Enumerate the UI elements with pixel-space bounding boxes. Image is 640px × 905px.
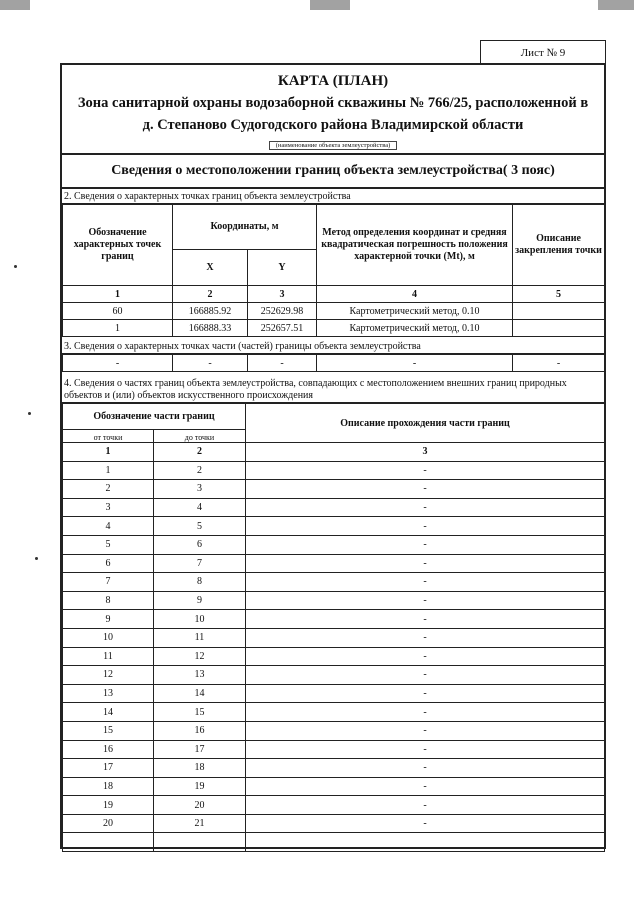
part-from: 6 [63,554,154,573]
part-from: 5 [63,535,154,554]
scan-dot [28,412,31,415]
header-to [154,430,246,443]
table-row [63,666,605,685]
part-desc: - [246,647,605,666]
col-number: 2 [154,443,246,462]
part-to: 7 [154,554,246,573]
point-desc [513,320,605,337]
scan-dot [14,265,17,268]
part-desc: - [246,535,605,554]
part-to: 19 [154,777,246,796]
empty-cell: - [173,355,248,372]
scan-artifact-right [598,0,634,10]
part-desc: - [246,628,605,647]
part-to: 11 [154,628,246,647]
part-to: 14 [154,684,246,703]
part-to: 16 [154,721,246,740]
part-to: 10 [154,610,246,629]
empty-cell [154,833,246,852]
table-row [63,796,605,815]
point-id: 60 [63,303,173,320]
part-to: 12 [154,647,246,666]
table-row [63,777,605,796]
section4-label: 4. Сведения о частях границ объекта землеустройства, совпадающих с местоположением внешних границ природных объектов и (или) объектов искусственного происхождения [62,372,604,403]
object-name-line2: д. Степаново Судогодского района Владимирской области [142,117,524,133]
part-to: 9 [154,591,246,610]
part-from: 3 [63,498,154,517]
empty-cell: - [513,355,605,372]
header-x: X [173,250,248,286]
point-method: Картометрический метод, 0.10 [317,303,513,320]
object-name-caption: (наименование объекта землеустройства) [269,141,398,150]
table-row [63,721,605,740]
title-block [62,65,604,155]
part-from: 13 [63,684,154,703]
part-to: 15 [154,703,246,722]
part-to: 21 [154,814,246,833]
part-from: 12 [63,666,154,685]
part-desc: - [246,721,605,740]
table-row [63,591,605,610]
table-row [63,759,605,778]
boundary-parts-rows [63,461,605,833]
table-row [63,628,605,647]
part-to: 18 [154,759,246,778]
point-y: 252657.51 [248,320,317,337]
table-row [63,461,605,480]
document-frame [60,63,606,849]
header-to-label: до точки [184,433,215,442]
point-y: 252629.98 [248,303,317,320]
part-desc: - [246,573,605,592]
header-y: Y [248,250,317,286]
col-number: 1 [63,286,173,303]
table-row [63,610,605,629]
part-from: 2 [63,480,154,499]
part-from: 20 [63,814,154,833]
table-row [63,573,605,592]
part-to: 6 [154,535,246,554]
part-desc: - [246,740,605,759]
boundary-parts-table [62,403,605,852]
part-desc: - [246,610,605,629]
table-row [63,703,605,722]
table-row [63,320,605,337]
part-from: 8 [63,591,154,610]
document-title: КАРТА (ПЛАН) [277,73,389,89]
section-heading: Сведения о местоположении границ объекта землеустройства( 3 пояс) [62,155,604,189]
part-from: 11 [63,647,154,666]
part-to: 2 [154,461,246,480]
table-row [63,684,605,703]
col-number: 2 [173,286,248,303]
part-desc: - [246,703,605,722]
part-from: 17 [63,759,154,778]
col-number: 3 [248,286,317,303]
sheet-number [480,40,606,65]
col-number: 5 [513,286,605,303]
header-part: Обозначение части границ [63,404,246,430]
point-x: 166888.33 [173,320,248,337]
part-to: 8 [154,573,246,592]
table-row [63,554,605,573]
part-from: 15 [63,721,154,740]
part-from: 9 [63,610,154,629]
empty-cell [63,833,154,852]
point-id: 1 [63,320,173,337]
part-desc: - [246,498,605,517]
empty-cell: - [248,355,317,372]
part-from: 4 [63,517,154,536]
part-points-table [62,354,605,372]
part-desc: - [246,480,605,499]
scan-artifact-left [0,0,30,10]
part-from: 18 [63,777,154,796]
table-row [63,517,605,536]
part-desc: - [246,759,605,778]
part-to: 5 [154,517,246,536]
table-row [63,814,605,833]
col-number: 1 [63,443,154,462]
section2-label: 2. Сведения о характерных точках границ объекта землеустройства [62,189,604,204]
table-row [63,740,605,759]
empty-cell [246,833,605,852]
object-name-line1: Зона санитарной охраны водозаборной скважины № 766/25, расположенной в [77,95,589,111]
header-description: Описание закрепления точки [513,205,605,286]
points-table [62,204,605,337]
part-to: 17 [154,740,246,759]
part-desc: - [246,461,605,480]
header-part-description: Описание прохождения части границ [246,404,605,443]
empty-cell: - [63,355,173,372]
part-desc: - [246,777,605,796]
scan-dot [35,557,38,560]
table-row [63,647,605,666]
part-from: 10 [63,628,154,647]
header-designation: Обозначение характерных точек границ [63,205,173,286]
part-from: 1 [63,461,154,480]
part-desc: - [246,591,605,610]
header-from-label: от точки [93,433,123,442]
part-desc: - [246,796,605,815]
part-desc: - [246,517,605,536]
point-method: Картометрический метод, 0.10 [317,320,513,337]
col-number: 3 [246,443,605,462]
table-row [63,480,605,499]
header-coords: Координаты, м [173,205,317,250]
part-to: 3 [154,480,246,499]
sheet-number-label: Лист № 9 [520,47,566,59]
part-desc: - [246,666,605,685]
part-from: 7 [63,573,154,592]
part-desc: - [246,684,605,703]
part-desc: - [246,554,605,573]
part-to: 4 [154,498,246,517]
part-from: 14 [63,703,154,722]
col-number: 4 [317,286,513,303]
table-row [63,498,605,517]
section3-label: 3. Сведения о характерных точках части (частей) границы объекта землеустройства [62,337,604,354]
table-row [63,535,605,554]
scan-artifact-center [310,0,350,10]
part-desc: - [246,814,605,833]
part-to: 20 [154,796,246,815]
part-from: 19 [63,796,154,815]
empty-cell: - [317,355,513,372]
header-from [63,430,154,443]
header-method: Метод определения координат и средняя квадратическая погрешность положения характерной точки (Mt), м [317,205,513,286]
table-row [63,303,605,320]
point-desc [513,303,605,320]
part-to: 13 [154,666,246,685]
point-x: 166885.92 [173,303,248,320]
part-from: 16 [63,740,154,759]
